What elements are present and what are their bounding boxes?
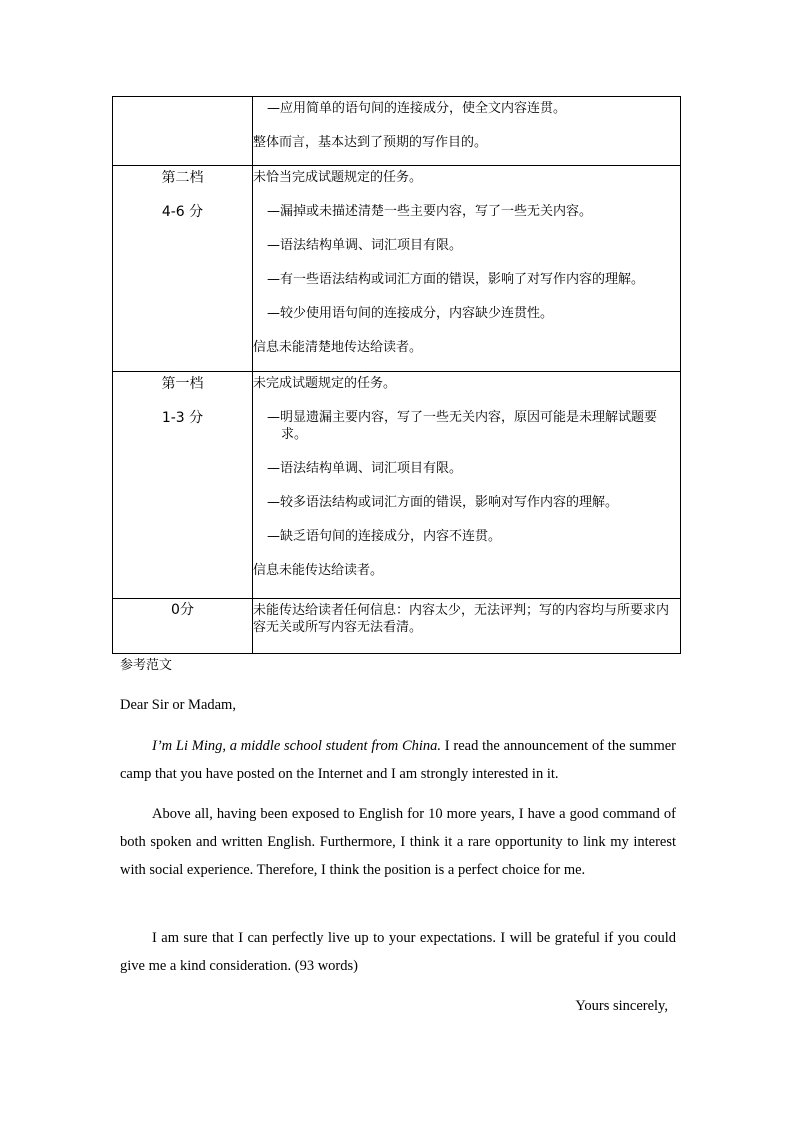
criteria-cell: [253, 372, 681, 599]
scoring-rubric-table: [112, 96, 681, 654]
criteria-line: —漏掉或未描述清楚一些主要内容，写了一些无关内容。: [267, 204, 593, 219]
criteria-line: —较少使用语句间的连接成分，内容缺少连贯性。: [267, 306, 554, 321]
tier-name: 第一档: [161, 376, 204, 392]
criteria-line: —有一些语法结构或词汇方面的错误，影响了对写作内容的理解。: [267, 272, 645, 287]
grade-cell: [113, 166, 253, 372]
criteria-line: 未完成试题规定的任务。: [253, 376, 397, 391]
criteria-line: 未恰当完成试题规定的任务。: [253, 170, 423, 185]
criteria-line: —缺乏语句间的连接成分，内容不连贯。: [267, 529, 502, 544]
letter-intro-sentence: I’m Li Ming, a middle school student from China.: [152, 738, 442, 754]
sample-essay-title: 参考范文: [120, 658, 173, 673]
table-row: [113, 599, 681, 654]
letter-closing: Yours sincerely,: [575, 998, 668, 1014]
criteria-line: —应用简单的语句间的连接成分，使全文内容连贯。: [267, 101, 567, 116]
tier-score: 4-6 分: [161, 204, 204, 220]
criteria-line: 未能传达给读者任何信息：内容太少，无法评判；写的内容均与所要求内容无关或所写内容无法看清。: [253, 603, 670, 635]
criteria-line: —语法结构单调、词汇项目有限。: [267, 238, 463, 253]
criteria-line: —语法结构单调、词汇项目有限。: [267, 461, 463, 476]
grade-cell: [113, 372, 253, 599]
criteria-line: —明显遗漏主要内容，写了一些无关内容，原因可能是未理解试题要求。: [267, 410, 658, 442]
criteria-line: 信息未能传达给读者。: [253, 563, 384, 578]
tier-score: 0分: [171, 602, 194, 618]
table-row: [113, 166, 681, 372]
table-row: [113, 97, 681, 166]
criteria-cell: [253, 97, 681, 166]
tier-name: 第二档: [161, 170, 204, 186]
grade-cell: [113, 97, 253, 166]
criteria-line: 整体而言，基本达到了预期的写作目的。: [253, 135, 488, 150]
grade-cell: [113, 599, 253, 654]
letter-paragraph: Above all, having been exposed to English for 10 more years, I have a good command of both spoken and written English. Furthermore, I think it a rare opportunity to link my interest with social experience. Therefore, I think the position is a perfect choice for me.: [120, 806, 676, 878]
criteria-cell: [253, 599, 681, 654]
letter-paragraph-text: I read the announcement of the summer camp that you have posted on the Internet and I am strongly interested in it.: [120, 738, 676, 782]
criteria-line: —较多语法结构或词汇方面的错误，影响对写作内容的理解。: [267, 495, 619, 510]
criteria-line: 信息未能清楚地传达给读者。: [253, 340, 423, 355]
letter-salutation: Dear Sir or Madam,: [120, 697, 236, 713]
table-row: [113, 372, 681, 599]
letter-paragraph: I am sure that I can perfectly live up to your expectations. I will be grateful if you could give me a kind consideration. (93 words): [120, 930, 676, 974]
tier-score: 1-3 分: [161, 410, 204, 426]
criteria-cell: [253, 166, 681, 372]
letter-paragraph: [120, 732, 676, 788]
